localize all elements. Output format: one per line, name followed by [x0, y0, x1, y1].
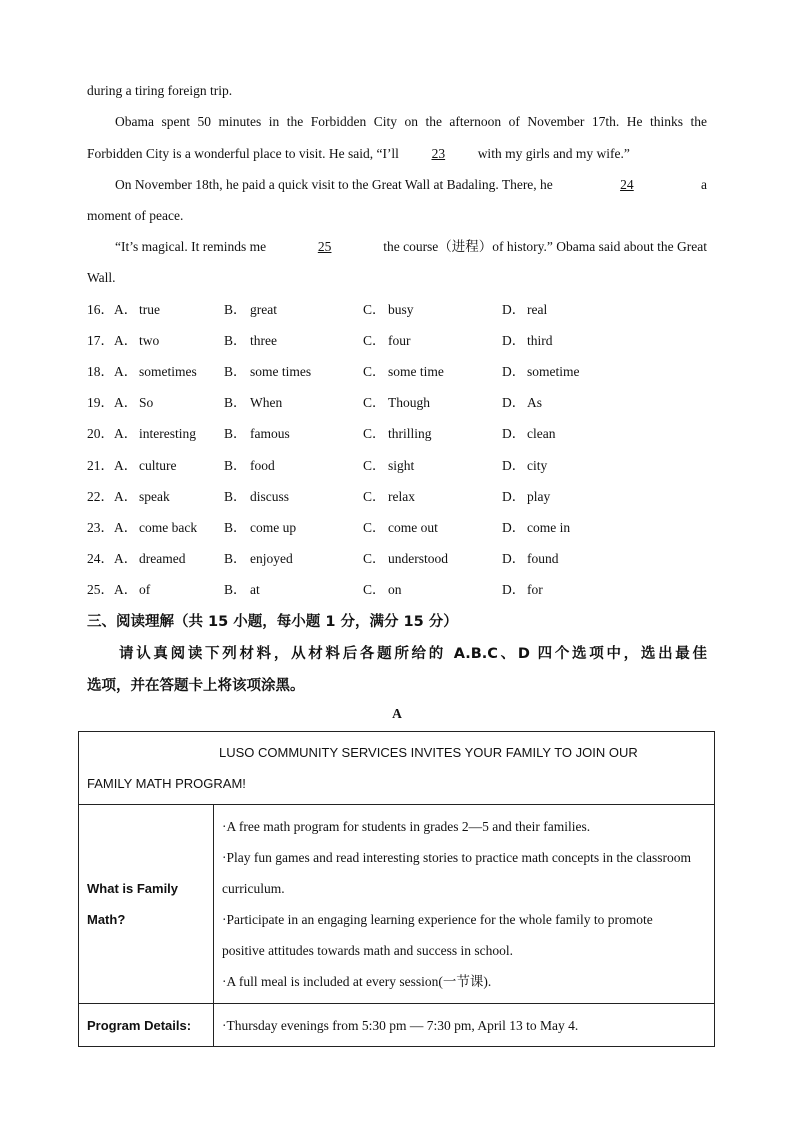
list-item: ·A free math program for students in grades 2—5 and their families.: [222, 819, 591, 834]
option-d: clean: [527, 426, 556, 442]
option-label: C．: [363, 550, 386, 566]
option-label: B．: [224, 426, 247, 442]
option-label: D．: [502, 333, 526, 349]
option-a: So: [139, 395, 154, 411]
option-label: D．: [502, 488, 526, 504]
question-number: 22．A．: [87, 488, 138, 504]
option-label: C．: [363, 426, 386, 442]
blank-24: 24: [620, 177, 634, 192]
option-a: true: [139, 302, 160, 317]
blank-23: 23: [431, 146, 446, 161]
passage-text: the course（进程）of history.” Obama said about the Great: [383, 239, 707, 254]
passage-line: moment of peace.: [87, 208, 184, 223]
option-c: relax: [388, 488, 415, 504]
row-label: [79, 805, 214, 1004]
option-label: C．: [363, 395, 386, 411]
option-a: of: [139, 581, 151, 597]
option-label: B．: [224, 550, 247, 566]
question-number: 21．A．: [87, 457, 138, 473]
option-label: D．: [502, 364, 526, 380]
option-label: B．: [224, 364, 247, 380]
option-label: C．: [363, 519, 386, 535]
blank-25: 25: [317, 239, 332, 254]
option-label: B．: [224, 519, 247, 535]
passage-text: Forbidden City is a wonderful place to visit. He said, “I’ll: [87, 146, 399, 161]
option-c: some time: [388, 364, 444, 380]
option-c: come out: [388, 519, 438, 535]
passage-line: during a tiring foreign trip.: [87, 83, 233, 98]
table-title-cell: [79, 732, 715, 805]
question-number: 17．A．: [87, 333, 138, 349]
question-number: 16．A．: [87, 302, 138, 317]
list-item: ·Participate in an engaging learning experience for the whole family to promote: [222, 912, 653, 927]
option-label: D．: [502, 550, 526, 566]
option-d: city: [527, 457, 548, 473]
passage-text: On November 18th, he paid a quick visit to the Great Wall at Badaling. There, he: [115, 177, 553, 192]
passage-line: [87, 144, 707, 164]
option-b: great: [250, 302, 277, 317]
option-label: C．: [363, 488, 386, 504]
option-label: D．: [502, 395, 526, 411]
option-label: B．: [224, 333, 247, 349]
list-item: curriculum.: [222, 881, 285, 896]
option-label: C．: [363, 333, 386, 349]
list-item: ·A full meal is included at every session(一节课).: [222, 974, 492, 989]
option-b: enjoyed: [250, 550, 293, 566]
option-label: B．: [224, 457, 247, 473]
option-label: D．: [502, 581, 526, 597]
question-number: 19．A．: [87, 395, 138, 411]
row-label-text: Math?: [87, 912, 126, 927]
passage-line: [115, 175, 707, 195]
option-label: C．: [363, 364, 386, 380]
row-label-text: What is Family: [87, 881, 179, 896]
option-d: real: [527, 302, 548, 317]
option-d: for: [527, 581, 543, 597]
row-label: Program Details:: [79, 1004, 214, 1047]
option-b: at: [250, 581, 260, 597]
option-c: understood: [388, 550, 448, 566]
question-number: 23．A．: [87, 519, 138, 535]
option-label: D．: [502, 457, 526, 473]
option-d: As: [527, 395, 543, 411]
question-number: 24．A．: [87, 550, 138, 566]
option-b: famous: [250, 426, 290, 442]
option-b: food: [250, 457, 275, 473]
option-c: Though: [388, 395, 430, 411]
option-b: come up: [250, 519, 297, 535]
option-label: C．: [363, 457, 386, 473]
option-d: third: [527, 333, 553, 349]
program-table: [78, 731, 715, 1047]
list-item: positive attitudes towards math and success in school.: [222, 943, 513, 958]
row-content: [214, 805, 715, 1004]
question-number: 18．A．: [87, 364, 138, 380]
option-a: speak: [139, 488, 170, 504]
option-a: interesting: [139, 426, 196, 442]
option-d: sometime: [527, 364, 580, 380]
instruction-text: 请认真阅读下列材料，从材料后各题所给的 A.B.C、D 四个选项中，选出最佳: [119, 646, 707, 662]
option-a: dreamed: [139, 550, 186, 566]
option-label: B．: [224, 395, 247, 411]
option-c: sight: [388, 457, 415, 473]
option-b: When: [250, 395, 283, 411]
question-number: 20．A．: [87, 426, 138, 442]
option-label: B．: [224, 488, 247, 504]
passage-text: a: [700, 177, 707, 192]
option-d: play: [527, 488, 551, 504]
option-b: some times: [250, 364, 312, 380]
option-a: come back: [139, 519, 198, 535]
option-label: B．: [224, 302, 247, 317]
list-item: ·Play fun games and read interesting stories to practice math concepts in the classroom: [222, 850, 691, 865]
option-d: found: [527, 550, 559, 566]
passage-line: Obama spent 50 minutes in the Forbidden City on the afternoon of November 17th. He thinks the: [115, 114, 707, 129]
option-d: come in: [527, 519, 571, 535]
passage-text: with my girls and my wife.”: [477, 146, 630, 161]
option-c: on: [388, 581, 402, 597]
option-b: discuss: [250, 488, 290, 504]
option-a: sometimes: [139, 364, 197, 380]
table-title: LUSO COMMUNITY SERVICES INVITES YOUR FAMILY TO JOIN OUR: [219, 745, 638, 760]
option-b: three: [250, 333, 277, 349]
instruction-text: 选项，并在答题卡上将该项涂黑。: [87, 678, 305, 694]
option-c: thrilling: [388, 426, 432, 442]
option-a: two: [139, 333, 160, 349]
question-number: 25．A．: [87, 581, 138, 597]
section-heading: 三、阅读理解（共 15 小题，每小题 1 分，满分 15 分）: [87, 614, 458, 630]
passage-line: [115, 237, 707, 257]
row-content: ·Thursday evenings from 5:30 pm — 7:30 pm, April 13 to May 4.: [214, 1004, 715, 1047]
option-label: B．: [224, 581, 247, 597]
option-c: four: [388, 333, 411, 349]
option-a: culture: [139, 457, 177, 473]
passage-line: Wall.: [87, 270, 116, 285]
option-label: D．: [502, 426, 526, 442]
table-title: FAMILY MATH PROGRAM!: [87, 776, 246, 791]
option-c: busy: [388, 302, 414, 317]
passage-text: “It’s magical. It reminds me: [115, 239, 267, 254]
option-label: D．: [502, 519, 526, 535]
passage-letter: A: [392, 706, 402, 721]
option-label: C．: [363, 302, 386, 317]
option-label: C．: [363, 581, 386, 597]
option-label: D．: [502, 302, 526, 317]
